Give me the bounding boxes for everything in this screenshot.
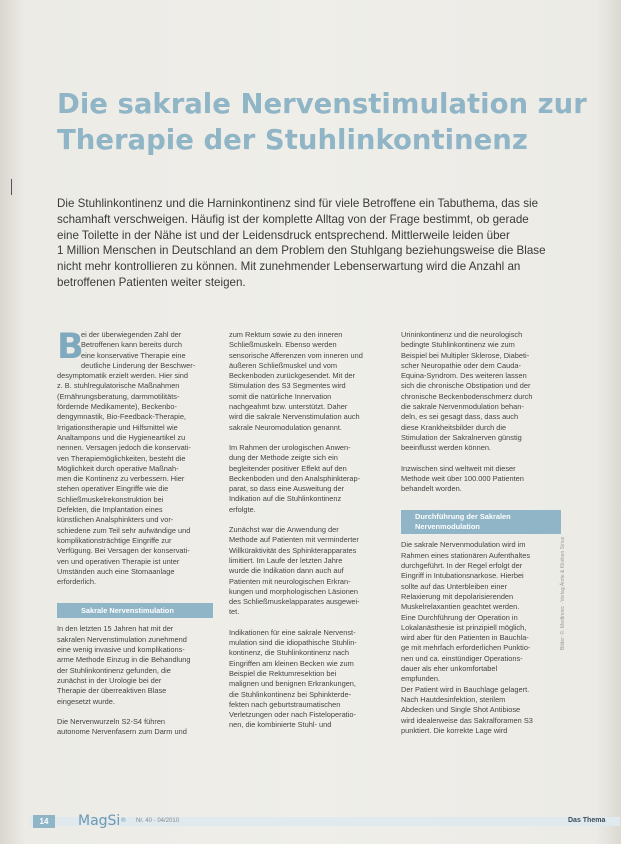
text-line: kontinenz, die Stuhlinkontinenz nach <box>229 648 349 658</box>
text-line: limitiert. Im Laufe der letzten Jahre <box>229 555 343 565</box>
text-line: Beispiel bei Multipler Sklerose, Diabeti- <box>401 350 530 360</box>
text-line: erfolgte. <box>229 504 256 514</box>
text-line: punktiert. Die korrekte Lage wird <box>401 725 508 735</box>
text-line: nen, die kombinierte Stuhl- und <box>229 720 332 730</box>
text-line: Indikationen für eine sakrale Nervenst- <box>229 627 356 637</box>
text-line: tet. <box>229 607 240 617</box>
column-1-paragraph-2 <box>57 624 213 706</box>
text-line: Verfügung. Bei Versagen der konservati- <box>57 546 190 556</box>
text-line: Nach Hautdesinfektion, sterilem <box>401 694 506 704</box>
text-line: Patienten mit neurologischen Erkran- <box>229 576 351 586</box>
text-line: des Schließmuskelapparates ausgewei- <box>229 597 360 607</box>
page-number: 14 <box>33 815 55 828</box>
text-line: erforderlich. <box>57 577 97 587</box>
column-1 <box>57 327 213 737</box>
intro-line: Die Stuhlinkontinenz und die Harninkontinenz sind für viele Betroffene ein Tabuthema, das sie <box>57 197 539 210</box>
text-line: malignen und benignen Erkrankungen, <box>229 679 356 689</box>
text-line: fördernde Medikamente), Beckenbo- <box>57 402 177 412</box>
column-3-paragraph-3 <box>401 540 561 736</box>
text-line: äußeren Schließmuskel und vom <box>229 360 338 370</box>
text-line: ven Therapiemöglichkeiten, besteht die <box>57 453 186 463</box>
text-line: Beckenboden und den Analsphinkterap- <box>229 473 361 483</box>
text-line: schiedene zum Teil sehr aufwändige und <box>57 525 191 535</box>
text-line: ge mit mehrfach erforderlichen Punktio- <box>401 643 531 653</box>
text-line: durchgeführt. In der Regel erfolgt der <box>401 561 523 571</box>
column-3-paragraph-1 <box>401 330 561 454</box>
text-line: Eingriff in Intubationsnarkose. Hierbei <box>401 571 524 581</box>
section-heading-durchfuehrung <box>401 510 561 534</box>
column-2-paragraph-2 <box>229 443 385 515</box>
text-line: sollte auf das Unterbleiben einer <box>401 581 507 591</box>
text-line: nachgeahmt bzw. unterstützt. Daher <box>229 402 348 412</box>
text-line: fekten nach geburtstraumatischen <box>229 699 341 709</box>
text-line: sakralen Nervenstimulation zunehmend <box>57 634 187 644</box>
text-line: In den letzten 15 Jahren hat mit der <box>57 624 174 634</box>
text-line: Analtampons und die Hygieneartikel zu <box>57 432 186 442</box>
intro-line: nicht mehr kontrollieren zu können. Mit zunehmender Lebenserwartung wird die Anzahl an <box>57 260 521 274</box>
text-line: scher Neuropathie oder dem Cauda- <box>401 360 521 370</box>
magazine-name <box>78 812 126 830</box>
text-line: wird aber für den Patienten in Bauchla- <box>401 633 529 643</box>
text-line: der Stuhlinkontinenz gefunden, die <box>57 665 171 675</box>
column-1-paragraph-3 <box>57 717 213 738</box>
text-line: somit die natürliche Innervation <box>229 391 332 401</box>
text-line: Methode auf Patienten mit verminderter <box>229 535 359 545</box>
text-line: sakrale Neuromodulation genannt. <box>229 422 342 432</box>
text-line: Betroffenen kann bereits durch <box>81 340 182 350</box>
text-line: chronische Beckenbodenschmerz durch <box>401 391 533 401</box>
text-line: Lokalanästhesie ist prinzipiell möglich, <box>401 622 527 632</box>
text-line: behandelt worden. <box>401 484 462 494</box>
text-line: Muskelrelaxantien geachtet werden. <box>401 602 520 612</box>
text-line: mulation sind die idiopathische Stuhlin- <box>229 638 357 648</box>
text-line: eingesetzt wurde. <box>57 696 115 706</box>
text-line: Eine Durchführung der Operation in <box>401 612 518 622</box>
text-line: Schließmuskelrekonstruktion bei <box>57 494 164 504</box>
column-1-paragraph-1 <box>57 327 213 587</box>
registered-mark: ® <box>120 817 127 824</box>
text-line: Equina-Syndrom. Des weiteren lassen <box>401 371 527 381</box>
text-line: bedingte Stuhlinkontinenz wie zum <box>401 340 515 350</box>
text-line: stehen operativer Eingriffe wie die <box>57 484 169 494</box>
text-line: eine konservative Therapie eine <box>81 350 186 360</box>
text-line: Methode weit über 100.000 Patienten <box>401 473 524 483</box>
text-line: Im Rahmen der urologischen Anwen- <box>229 442 351 452</box>
column-2-paragraph-4 <box>229 628 385 731</box>
text-line: (Ernährungsberatung, darmmotilitäts- <box>57 391 180 401</box>
text-line: sich die chronische Obstipation und der <box>401 381 531 391</box>
text-line: Urininkontinenz und die neurologisch <box>401 330 523 339</box>
text-line: empfunden. <box>401 674 441 684</box>
text-line: wird idealerweise das Sakralforamen S3 <box>401 715 533 725</box>
text-line: Die Nervenwurzeln S2-S4 führen <box>57 716 166 726</box>
text-line: die Stuhlinkontinenz bei Sphinkterde- <box>229 689 352 699</box>
text-line: eine wenig invasive und komplikations- <box>57 645 185 655</box>
text-line: Inzwischen sind weltweit mit dieser <box>401 463 516 473</box>
text-line: Rahmen eines stationären Aufenthaltes <box>401 550 531 560</box>
text-line: deutliche Linderung der Beschwer- <box>81 360 196 370</box>
text-line: dengymnastik, Bio-Feedback-Therapie, <box>57 412 186 422</box>
scan-mark <box>11 179 12 195</box>
text-line: desymptomatik erzielt werden. Hier sind <box>57 371 189 381</box>
text-line: nennen. Versagen jedoch die konservati- <box>57 443 191 453</box>
text-line: deln, es sei gesagt dass, dass auch <box>401 412 519 422</box>
text-line: Beckenboden zurückgesendet. Mit der <box>229 371 356 381</box>
intro-line: 1 Million Menschen in Deutschland an dem Problem den Stuhlgang beziehungsweise die Blase <box>57 244 546 258</box>
text-line: Defekten, die Implantation eines <box>57 505 163 515</box>
text-line: Zunächst war die Anwendung der <box>229 525 339 535</box>
column-2-paragraph-1 <box>229 330 385 433</box>
issue-info: Nr. 40 · 04/2010 <box>136 818 180 824</box>
text-line: Irrigationstherapie und Hilfsmittel wie <box>57 422 178 432</box>
text-line: Stimulation der Sakralnerven günstig <box>401 432 522 442</box>
text-line: men die Kontinenz zu verbessern. Hier <box>57 474 185 484</box>
section-heading-line: Nervenmodulation <box>415 522 480 532</box>
text-line: künstlichen Analsphinkters und vor- <box>57 515 174 525</box>
intro-line: schamhaft verschweigen. Häufig ist der komplette Alltag von der Frage bestimmt, ob gerade <box>57 212 529 226</box>
text-line: Die sakrale Nervenmodulation wird im <box>401 540 526 550</box>
text-line: Stimulation des S3 Segmentes wird <box>229 381 346 391</box>
text-line: Indikation auf die Stuhlinkontinenz <box>229 494 342 504</box>
text-line: Therapie der überreaktiven Blase <box>57 686 167 696</box>
text-line: Umständen auch eine Stomaanlage <box>57 566 175 576</box>
text-line: z. B. stuhlregulatorische Maßnahmen <box>57 381 180 391</box>
text-line: nen und ca. einstündiger Operations- <box>401 653 523 663</box>
intro-line: eine Toilette in der Nähe ist und der Leidensdruck entsprechend. Mittlerweile leiden über <box>57 228 510 242</box>
column-3 <box>401 330 561 736</box>
text-line: arme Methode Einzug in die Behandlung <box>57 655 191 665</box>
text-line: ven und operativen Therapie ist unter <box>57 556 180 566</box>
text-line: parat, so dass eine Ausweitung der <box>229 484 345 494</box>
text-line: ei der überwiegenden Zahl der <box>81 330 182 339</box>
text-line: begleitender positiver Effekt auf den <box>229 463 347 473</box>
text-line: Der Patient wird in Bauchlage gelagert. <box>401 684 530 694</box>
text-line: kungen und morphologischen Läsionen <box>229 586 359 596</box>
magazine-title: MagSi <box>78 813 121 829</box>
text-line: beeinflusst werden können. <box>401 443 491 453</box>
page-footer <box>0 811 621 831</box>
title-line: Die sakrale Nervenstimulation zur <box>57 88 587 120</box>
text-line: Eingriffen am kleinen Becken wie zum <box>229 658 354 668</box>
text-line: diese Krankheitsbilder durch die <box>401 422 507 432</box>
text-line: dung der Methode zeigte sich ein <box>229 453 338 463</box>
drop-cap: B <box>57 327 84 367</box>
text-line: autonome Nervenfasern zum Darm und <box>57 727 187 737</box>
text-line: die sakrale Nervenmodulation behan- <box>401 402 524 412</box>
article-title <box>57 86 597 158</box>
text-line: Abdecken und Single Shot Antibiose <box>401 705 521 715</box>
text-line: Relaxierung mit depolarisierenden <box>401 591 514 601</box>
text-line: Möglichkeit durch operative Maßnah- <box>57 463 179 473</box>
text-line: Verletzungen oder nach Fisteloperatio- <box>229 710 356 720</box>
column-3-paragraph-2 <box>401 464 561 495</box>
section-label: Das Thema <box>568 817 606 824</box>
text-line: Schließmuskeln. Ebenso werden <box>229 340 337 350</box>
text-line: Beispiel die Rektumresektion bei <box>229 668 337 678</box>
title-line: Therapie der Stuhlinkontinenz <box>57 124 528 156</box>
text-line: dauer als eher unkomfortabel <box>401 664 498 674</box>
text-line: komplikationsträchtige Eingriffe zur <box>57 535 172 545</box>
column-2-paragraph-3 <box>229 525 385 618</box>
section-heading-sakrale-nervenstimulation: Sakrale Nervenstimulation <box>57 603 213 618</box>
column-2 <box>229 330 385 731</box>
section-heading-line: Durchführung der Sakralen <box>415 512 511 522</box>
text-line: wird die sakrale Nervenstimulation auch <box>229 412 360 422</box>
text-line: Willküraktivität des Sphinkterapparates <box>229 545 357 555</box>
text-line: sensorische Afferenzen vom inneren und <box>229 350 363 360</box>
text-line: wurde die Indikation dann auch auf <box>229 566 344 576</box>
text-line: zum Rektum sowie zu den inneren <box>229 330 343 339</box>
photo-credit: Bilder: ©: Medtronic · Verlag Ärzte & Kliniken Sirius <box>560 536 566 650</box>
intro-paragraph <box>57 196 569 291</box>
text-line: zunächst in der Urologie bei der <box>57 675 162 685</box>
intro-line: betroffenen Patienten weiter steigen. <box>57 275 246 289</box>
